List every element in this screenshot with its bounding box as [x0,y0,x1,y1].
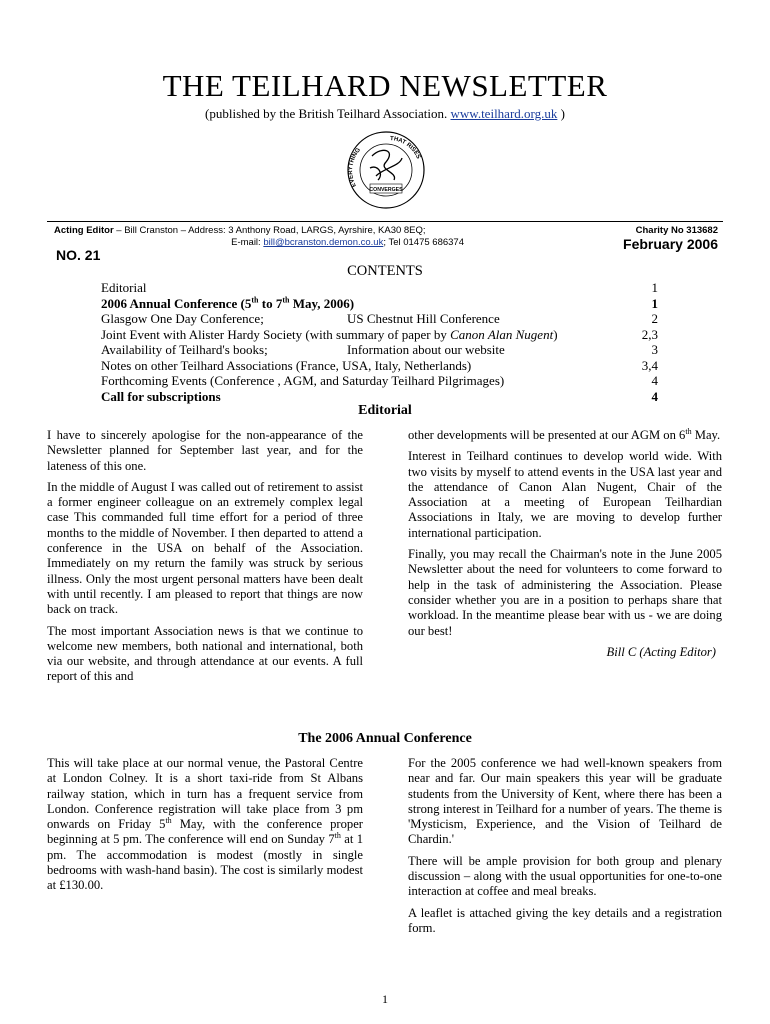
toc-item: 2006 Annual Conference (5th to 7th May, 2006) 1 [101,295,658,311]
conference-left-column [47,756,363,900]
toc-item: Forthcoming Events (Conference , AGM, and Saturday Teilhard Pilgrimages) 4 [101,373,658,388]
conference-paragraph: For the 2005 conference we had well-known speakers from near and far. Our main speakers this year will be graduate students from the University of Kent, where there has been a strong interest in Teilhard for a number of years. The theme is 'Mysticism, Experience, and the Vision of Teilhard de Chardin.' [408,756,722,847]
contents-heading: CONTENTS [347,263,423,279]
editor-details: Acting Editor – Bill Cranston – Address: 3 Anthony Road, LARGS, Ayrshire, KA30 8EQ; [54,225,426,236]
editor-email-link[interactable]: bill@bcranston.demon.co.uk [263,237,384,248]
logo-text-bottom: CONVERGES [369,187,403,193]
toc-item: Glasgow One Day Conference; US Chestnut Hill Conference 2 [101,311,658,326]
editor-contact: E-mail: bill@bcranston.demon.co.uk; Tel 01475 686374 [231,237,464,248]
toc-item: Availability of Teilhard's books; Information about our website 3 [101,342,658,357]
editorial-paragraph: other developments will be presented at our AGM on 6th May. [408,426,721,442]
editorial-paragraph: In the middle of August I was called out of retirement to assist a former engineer colleague on an extremely complex legal case This commanded full time effort for a period of three months to the middle of November. I then departed to attend a conference in the USA on behalf of the Association. Immediately on my return the family was struck by serious illness. Only the most urgent personal matters have been dealt with until recently. I am pleased to report that things are now back on track. [47,479,363,617]
editorial-right-column [408,428,722,660]
newsletter-title: THE TEILHARD NEWSLETTER [162,68,608,103]
page-number: 1 [382,992,388,1006]
editorial-paragraph: I have to sincerely apologise for the non-appearance of the Newsletter planned for September last year, and for the lateness of this one. [47,428,363,473]
editorial-paragraph: The most important Association news is that we continue to welcome new members, both national and international, both via our website, and through attendance at our events. A full report of this and [47,623,363,684]
editorial-heading: Editorial [358,403,412,418]
issue-number: NO. 21 [56,247,101,263]
conference-paragraph: A leaflet is attached giving the key details and a registration form. [408,905,722,935]
website-link[interactable]: www.teilhard.org.uk [450,106,558,121]
conference-paragraph: There will be ample provision for both group and plenary discussion – along with the usual opportunities for one-to-one interaction at coffee and meal breaks. [408,853,722,899]
toc-item: Joint Event with Alister Hardy Society (with summary of paper by Canon Alan Nugent) 2,3 [101,326,658,342]
editor-signature: Bill C (Acting Editor) [606,644,716,659]
toc-item: Notes on other Teilhard Associations (France, USA, Italy, Netherlands) 3,4 [101,357,658,373]
conference-paragraph: This will take place at our normal venue, the Pastoral Centre at London Colney. It is a short taxi-ride from St Albans railway station, which in turn has a frequent service from London. Conference registration will take place from 3 pm onwards on Friday 5th May, with the conference proper beginning at 5 pm. The conference will end on Sunday 7th at 1 pm. The accommodation is modest (mostly in single bedrooms with wash-hand basin). The cost is similarly modest at £130.00. [47,756,364,893]
issue-date: February 2006 [623,236,718,252]
editorial-paragraph: Interest in Teilhard continues to develop world wide. With two visits by myself to attend events in the USA last year and the attendance of Canon Alan Nugent, Chair of the Association at a meeting of European Teilhardian Associations in Italy, we are moving to develop further international participation. [408,449,722,540]
editorial-left-column [47,428,363,691]
conference-heading: The 2006 Annual Conference [298,731,472,746]
logo-text-left: EVERYTHING [348,147,362,188]
newsletter-subtitle: (published by the British Teilhard Association. www.teilhard.org.uk ) [205,106,565,121]
association-logo [334,128,438,212]
logo-text-right: THAT RISES [389,135,422,160]
toc-item: Call for subscriptions 4 [101,388,658,404]
charity-number: Charity No 313682 [635,225,718,236]
editorial-paragraph: Finally, you may recall the Chairman's note in the June 2005 Newsletter about the need for volunteers to come forward to help in the task of administering the Association. Please consider whether you are in a position to perhaps share that workload. In the meantime please bear with us - we are doing our best! [408,547,722,638]
conference-right-column [408,756,722,942]
table-of-contents [101,280,658,404]
masthead-rule [47,221,723,222]
toc-item: Editorial 1 [101,280,658,295]
